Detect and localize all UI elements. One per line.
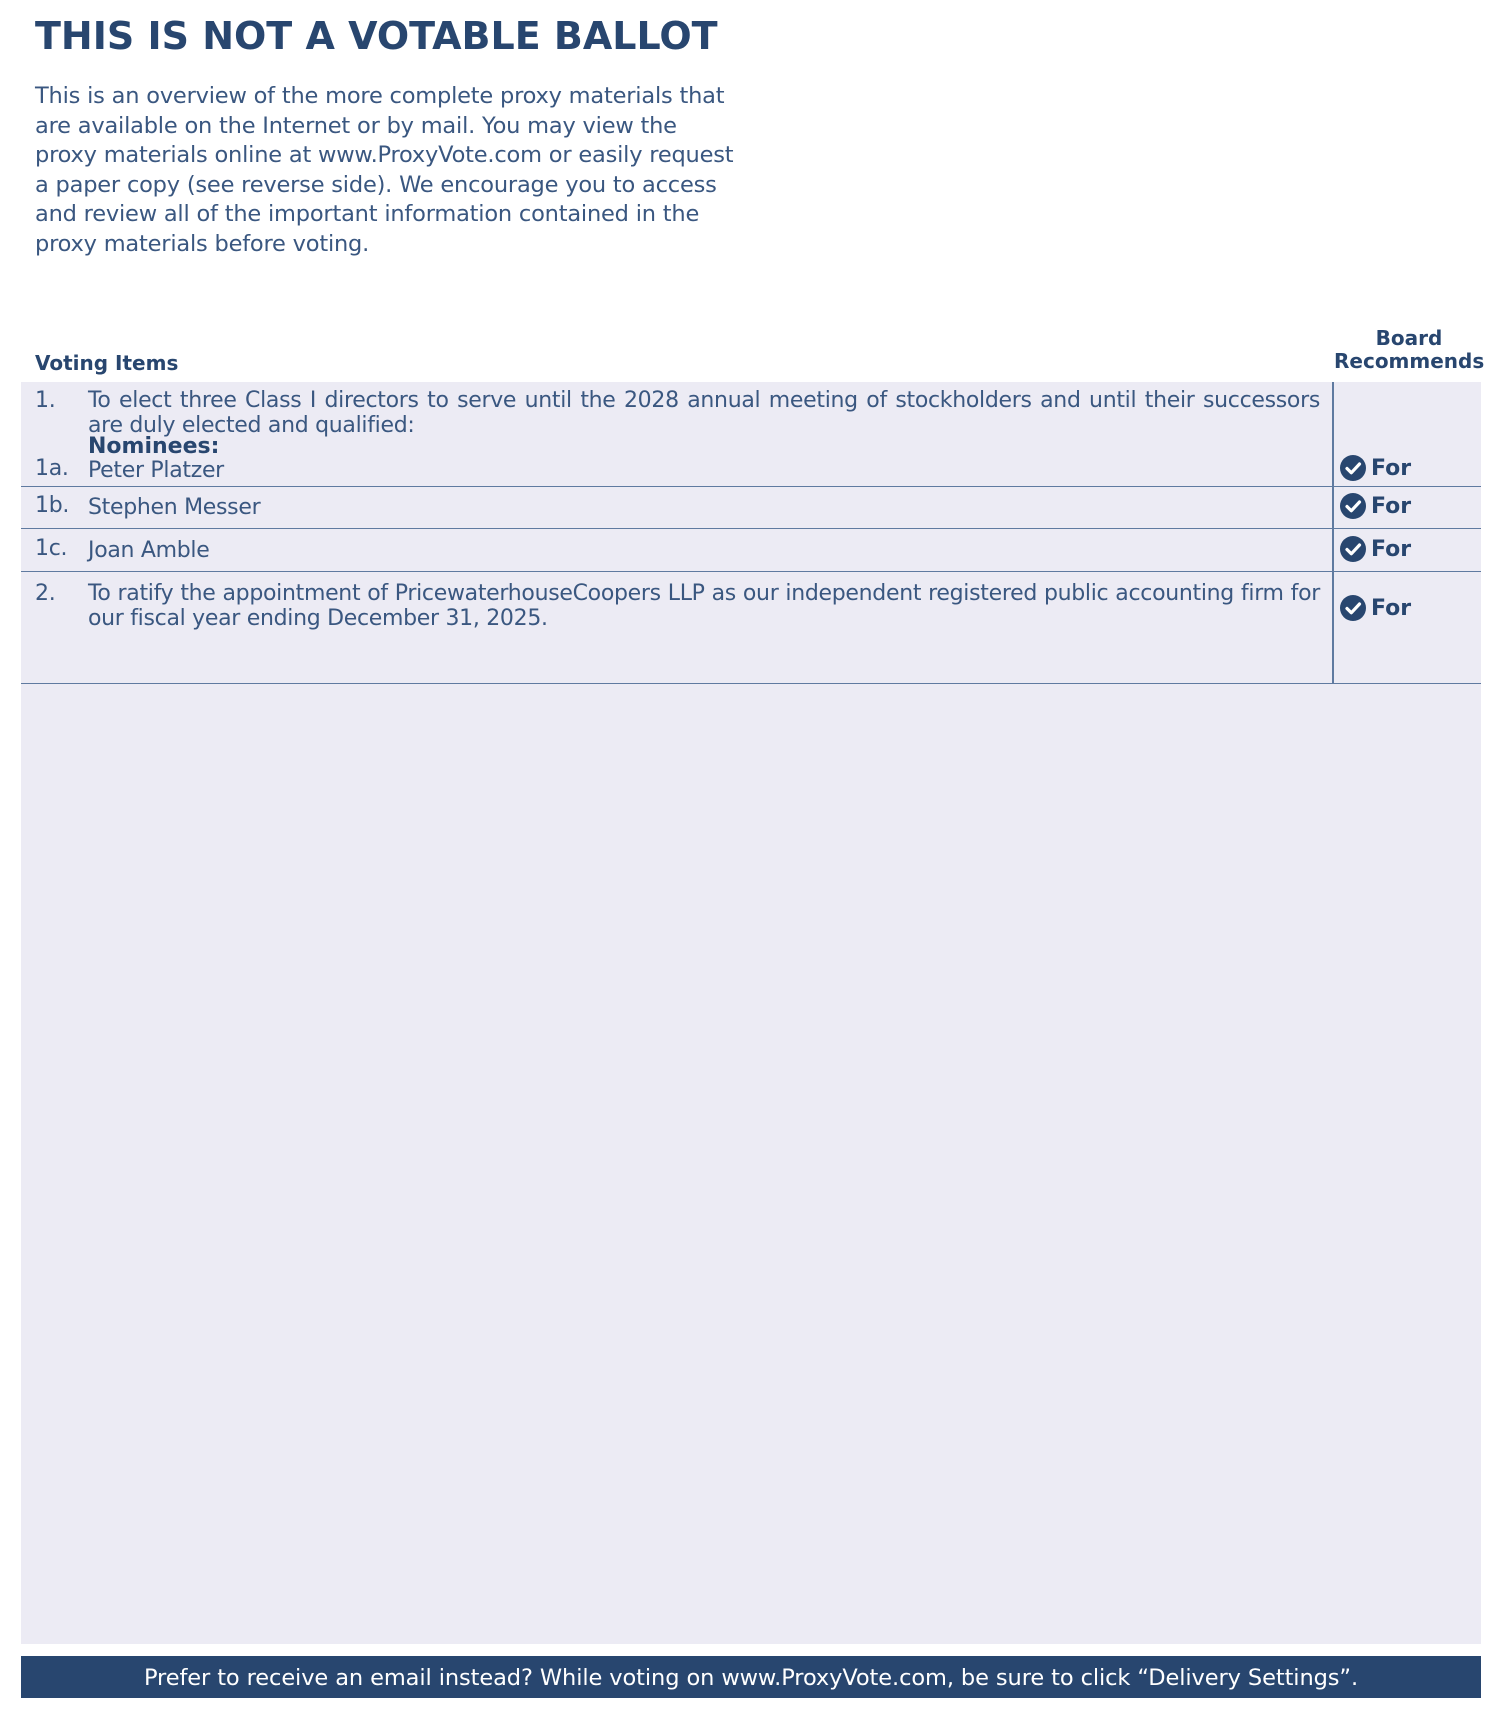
recommendation-label: For [1371, 536, 1412, 562]
check-circle-icon [1339, 492, 1367, 520]
board-recommendation [1339, 492, 1411, 520]
check-circle-icon [1339, 535, 1367, 563]
recommendation-label: For [1371, 595, 1412, 621]
column-header-voting-items: Voting Items [35, 351, 179, 375]
board-recommendation [1339, 454, 1411, 482]
nominee-name: Stephen Messer [88, 495, 261, 520]
recommendation-label: For [1371, 455, 1412, 481]
item-text: To ratify the appointment of PricewaterhouseCoopers LLP as our independent registered public accounting firm for our fiscal year ending December 31, 2025. [88, 581, 1320, 631]
board-recommendation [1339, 594, 1411, 622]
voting-item-row [21, 382, 1481, 487]
item-text: To elect three Class I directors to serve until the 2028 annual meeting of stockholders and until their successors are duly elected and qualified: [88, 388, 1320, 438]
page-title: THIS IS NOT A VOTABLE BALLOT [35, 14, 718, 58]
voting-item-row [21, 573, 1481, 684]
nominees-heading: Nominees: [88, 434, 220, 459]
board-recommendation [1339, 535, 1411, 563]
item-number: 2. [35, 581, 56, 606]
nominee-name: Joan Amble [88, 538, 210, 563]
column-header-board-recommends [1334, 327, 1484, 373]
item-number: 1a. [35, 456, 69, 481]
nominee-name: Peter Platzer [88, 458, 224, 483]
item-number: 1. [35, 388, 56, 413]
voting-item-row [21, 487, 1481, 529]
footer-banner: Prefer to receive an email instead? While voting on www.ProxyVote.com, be sure to click “Delivery Settings”. [21, 1656, 1481, 1698]
voting-item-row [21, 530, 1481, 572]
voting-items-panel [21, 382, 1481, 1644]
item-number: 1b. [35, 493, 70, 518]
check-circle-icon [1339, 594, 1367, 622]
intro-paragraph: This is an overview of the more complete proxy materials that are available on the Internet or by mail. You may view the proxy materials online at www.ProxyVote.com or easily request a paper copy (see reverse side). We encourage you to access and review all of the important information contained in the proxy materials before voting. [35, 83, 734, 257]
recommends-label: Recommends [1334, 349, 1485, 373]
item-number: 1c. [35, 536, 68, 561]
recommendation-label: For [1371, 493, 1412, 519]
board-label: Board [1375, 326, 1443, 350]
check-circle-icon [1339, 454, 1367, 482]
